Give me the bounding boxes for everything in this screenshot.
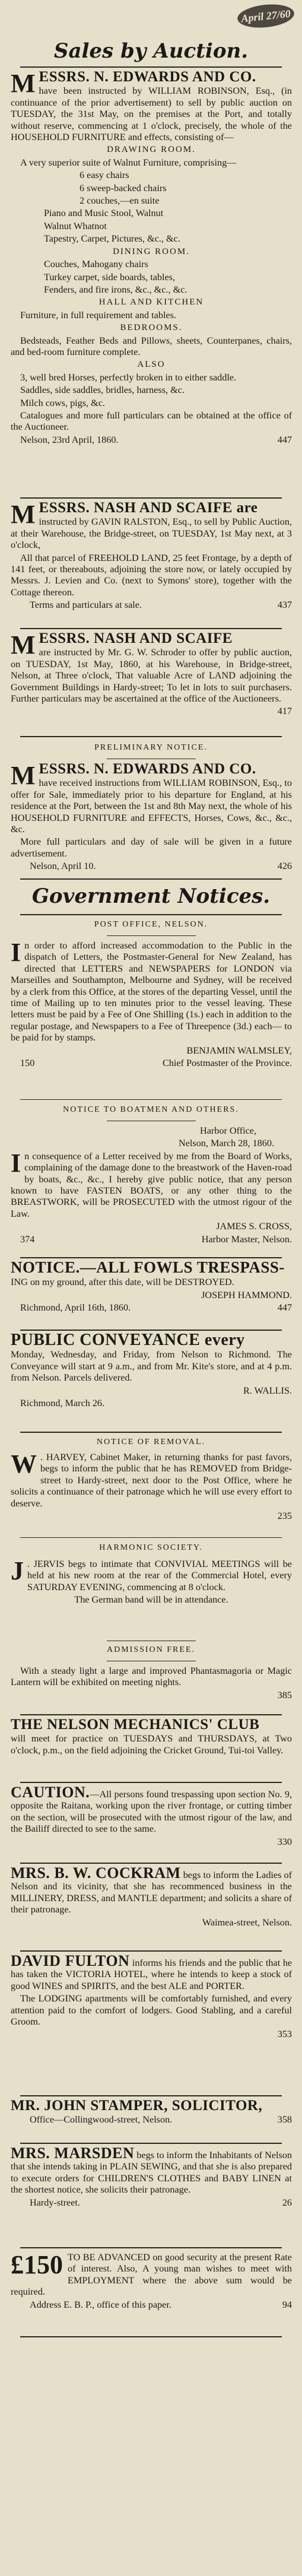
divider <box>20 878 282 880</box>
ad-body: TO BE ADVANCED on good security at the present Rate of interest. Also, A young man wishes to meet with EMPLOYMENT where the above sum would be required. <box>11 2252 292 2298</box>
ad-line: Fenders, and fire irons, &c., &c., &c. <box>44 284 187 295</box>
ad-date: Nelson, 23rd April, 1860. <box>20 434 119 445</box>
ad-section: DRAWING ROOM. <box>107 145 196 155</box>
ad-line: 2 couches,—en suite <box>80 195 160 207</box>
ad-number: 94 <box>282 2299 292 2310</box>
ad-body: will meet for practice on TUESDAYS and THURSDAYS, at Two o'clock, p.m., on the field adjoining the Cricket Ground, Tui-toi Valley. <box>11 1733 292 1756</box>
ad-number: 330 <box>277 1836 292 1847</box>
ad-edwards-preliminary <box>11 763 292 874</box>
ad-number: 417 <box>277 706 292 717</box>
divider <box>20 1714 282 1715</box>
preliminary-notice-heading: PRELIMINARY NOTICE. <box>94 743 208 752</box>
ad-line: Couches, Mahogany chairs <box>44 259 148 270</box>
notice-fowls <box>11 1258 292 1315</box>
ad-number: 426 <box>277 861 292 872</box>
ad-signature: Harbor Master, Nelson. <box>201 1233 292 1245</box>
ad-magic-lantern <box>11 1665 292 1702</box>
ad-body: have received instructions from WILLIAM ROBINSON, Esq., to offer for Sale, immediately prior to his departure for England, at his residence at the Port, between the 1st and 8th May next, the whole of his HOUSEHOLD FURNITURE and EFFECTS, Horses, Cows, &c., &c., &c. <box>11 778 292 835</box>
ad-line: Piano and Music Stool, Walnut <box>44 208 164 219</box>
ad-body: All that parcel of FREEHOLD LAND, 25 feet Frontage, by a depth of 141 feet, or thereabouts, adjoining the store now, or lately occupied by Messrs. J. Levien and Co. (next to Symons' store), together with the Cottage thereon. <box>11 552 292 598</box>
divider <box>20 2336 282 2337</box>
ad-public-conveyance <box>11 1331 292 1410</box>
ad-lead: MRS. MARSDEN <box>11 2144 135 2162</box>
ad-body: ING on my ground, after this date, will be DESTROYED. <box>11 1277 234 1288</box>
ad-date: Nelson, April 10. <box>30 861 96 872</box>
admission-heading: ADMISSION FREE. <box>106 1645 195 1654</box>
ad-marsden-sewing <box>11 2144 292 2210</box>
ad-number: 358 <box>277 2114 292 2125</box>
ad-number: 385 <box>277 1689 292 1701</box>
divider <box>20 497 282 499</box>
ad-body: have been instructed by WILLIAM ROBINSON, Esq., (in continuance of the prior advertisement) to sell by public auction on TUESDAY, the 31st May, on the premises at the Port, and totally without reserve, commencing at 1 o'clock, precisely, the whole of the HOUSEHOLD FURNITURE and effects, consisting of— <box>11 85 292 143</box>
ad-lead: MRS. B. W. COCKRAM <box>11 1864 181 1882</box>
divider <box>20 1537 282 1538</box>
ad-number: 235 <box>277 1511 292 1522</box>
notice-harbor-office <box>11 1125 292 1246</box>
ad-line: Harbor Office, <box>200 1125 256 1136</box>
post-office-heading: POST OFFICE, NELSON. <box>94 920 208 929</box>
removal-heading: NOTICE OF REMOVAL. <box>96 1438 206 1446</box>
ad-body: are instructed by Mr. G. W. Schroder to offer by public auction, on TUESDAY, 1st May, 1860, at his Warehouse, in Bridge-street, Nelson, at Three o'clock, That valuable Acre of LAND adjoining the Government Buildings in Hardy-street; To let in lots to suit purchasers. Further particulars may be ascertained at the office of the Auctioneers. <box>11 647 292 705</box>
divider <box>20 1950 282 1952</box>
ad-harvey-removal <box>11 1449 292 1523</box>
ad-body: More full particulars and day of sale will be given in a future advertisement. <box>11 836 292 859</box>
ad-lead: THE NELSON MECHANICS' CLUB <box>11 1717 260 1733</box>
drop-cap: I <box>11 938 21 967</box>
drop-cap: I <box>11 1148 21 1178</box>
ad-line: Saddles, side saddles, bridles, harness, &c. <box>20 385 185 396</box>
ad-lead: ESSRS. N. EDWARDS AND CO. <box>39 69 256 85</box>
divider <box>20 66 282 68</box>
ad-number: 353 <box>277 2029 292 2040</box>
ad-edwards-furniture <box>11 71 292 447</box>
notice-caution <box>11 1784 292 1849</box>
ad-date: Richmond, March 26. <box>20 1398 105 1409</box>
ad-nash-scaife-freehold <box>11 502 292 613</box>
boatmen-heading: NOTICE TO BOATMEN AND OTHERS. <box>63 1105 239 1114</box>
ad-lead: NOTICE.—ALL FOWLS TRESPASS- <box>11 1258 285 1276</box>
ad-line: Turkey carpet, side boards, tables, <box>44 271 176 283</box>
drop-cap: M <box>11 761 36 790</box>
ad-cockram-millinery <box>11 1864 293 1930</box>
ad-body: instructed by GAVIN RALSTON, Esq., to sell by Public Auction, at their Warehouse, the Bridge-street, on TUESDAY, 1st May next, at 3 o'clock, <box>11 516 292 551</box>
drop-cap: W <box>11 1449 37 1479</box>
ad-lead: DAVID FULTON <box>11 1952 130 1969</box>
ad-number: 447 <box>277 434 292 445</box>
government-header <box>0 884 302 908</box>
ad-line: Furniture, in full requirement and tables. <box>20 309 176 321</box>
ad-line: 6 easy chairs <box>80 170 129 181</box>
ad-address: Waimea-street, Nelson. <box>202 1917 292 1928</box>
divider <box>20 1782 282 1783</box>
ad-date: Nelson, March 28, 1860. <box>179 1138 274 1149</box>
ad-number: 26 <box>282 2197 292 2208</box>
ad-number: 374 <box>20 1233 35 1245</box>
divider <box>20 1432 282 1433</box>
ad-body: n order to afford increased accommodation to the Public in the dispatch of Letters, the Postmaster-General for New Zealand, has directed that LETTERS and NEWSPAPERS for LONDON via Marseilles and Southampton, Melbourne and Sydney, will be received by a clerk from this Office, at the stores of the departing Vessel, until the time of Mailing up to ten minutes prior to the vessel leaving. These letters must be paid by a Fee of One Shilling (1s.) each in addition to the regular postage, and Newspapers to a Fee of Threepence (3d.) each— to be paid for by stamps. <box>11 940 292 1043</box>
ad-fulton-victoria-hotel <box>11 1952 293 2042</box>
drop-cap: M <box>11 630 36 659</box>
ad-section: DINING ROOM. <box>113 246 190 256</box>
ad-signature: R. WALLIS. <box>243 1385 292 1396</box>
ad-line: A very superior suite of Walnut Furniture, comprising— <box>20 157 237 168</box>
ad-date: Richmond, April 16th, 1860. <box>20 1302 131 1314</box>
ad-lead: ESSRS. N. EDWARDS AND CO. <box>39 761 256 777</box>
ad-lead: ESSRS. NASH AND SCAIFE <box>39 630 233 646</box>
ad-line: Tapestry, Carpet, Pictures, &c., &c. <box>44 233 180 245</box>
notice-post-office <box>11 940 292 1070</box>
ad-signature: JAMES S. CROSS, <box>216 1221 292 1232</box>
divider <box>20 914 282 915</box>
ad-body: With a steady light a large and improved Phantasmagoria or Magic Lantern will be exhibited on meeting nights. <box>11 1665 292 1688</box>
divider <box>20 2247 282 2248</box>
ad-signature: BENJAMIN WALMSLEY, <box>186 1045 292 1056</box>
ad-body: The LODGING apartments will be comfortably furnished, and every attention paid to the comfort of lodgers. Good Stabling, and a careful Groom. <box>11 1993 292 2028</box>
ad-body: n consequence of a Letter received by me from the Board of Works, complaining of the damage done to the breastwork of the Haven-road by boats, &c., &c., I hereby give public notice, that any person known to have FASTEN BOATS, or any other thing to the BREASTWORK, will be PROSECUTED with the utmost rigour of the Law. <box>11 1150 292 1219</box>
ad-body: begs to inform the Inhabitants of Nelson that she intends taking in PLAIN SEWING, and that she is also prepared to execute orders for CHILDREN'S CLOTHES and BABY LINEN at the shortest notice, she solicits their patronage. <box>11 2150 292 2196</box>
ad-lead: ESSRS. NASH AND SCAIFE are <box>39 500 258 516</box>
ad-loan-150 <box>11 2252 292 2312</box>
sales-header <box>0 39 302 63</box>
ad-nash-scaife-land <box>11 630 292 719</box>
ad-lead: MR. JOHN STAMPER, SOLICITOR, <box>11 2098 263 2114</box>
drop-cap: J <box>11 1556 24 1585</box>
harmonic-heading: HARMONIC SOCIETY. <box>99 1543 203 1552</box>
divider <box>20 736 282 737</box>
ad-lead: PUBLIC CONVEYANCE every <box>11 1331 245 1349</box>
divider <box>107 935 196 936</box>
ad-line: 3, well bred Horses, perfectly broken in to either saddle. <box>20 372 237 383</box>
ad-body: . JERVIS begs to intimate that CONVIVIAL MEETINGS will be held at his new room at the rear of the Commercial Hotel, every SATURDAY EVENING, commencing at 8 o'clock. <box>27 1559 292 1592</box>
ad-lead: £150 <box>11 2250 63 2279</box>
divider <box>20 628 282 629</box>
ad-line: 6 sweep-backed chairs <box>80 182 167 193</box>
ad-body: Office—Collingwood-street, Nelson. <box>30 2114 173 2125</box>
ad-section: BEDROOMS. <box>120 323 183 333</box>
ad-body: Terms and particulars at sale. <box>30 599 142 611</box>
ad-number: 437 <box>277 599 292 611</box>
ad-jervis-meetings <box>11 1556 292 1607</box>
ad-signature: Chief Postmaster of the Province. <box>162 1058 292 1069</box>
ad-mechanics-club <box>11 1719 292 1757</box>
divider <box>20 1099 282 1100</box>
ad-body: The German band will be in attendance. <box>74 1594 228 1606</box>
ad-body: —All persons found trespassing upon section No. 9, opposite the Raitana, working upon the river frontage, or cutting timber on the section, will be prosecuted with the utmost rigour of the law, and the Bailiff directed to see to the same. <box>11 1789 292 1835</box>
ad-number: 447 <box>277 1302 292 1314</box>
ad-address: Hardy-street. <box>30 2197 80 2208</box>
divider <box>20 2143 282 2144</box>
ad-line: Catalogues and more full particulars can be obtained at the office of the Auctioneer. <box>11 410 292 433</box>
ad-line: Milch cows, pigs, &c. <box>20 397 105 408</box>
ad-line: Walnut Whatnot <box>44 220 107 231</box>
ad-stamper-solicitor <box>11 2100 292 2127</box>
ad-body: Monday, Wednesday, and Friday, from Nelson to Richmond. The Conveyance will start at 9 a.m., and from Mr. Kite's store, and at 4 p.m. from Nelson. Parcels delivered. <box>11 1349 292 1384</box>
ad-address: Address E. B. P., office of this paper. <box>30 2299 171 2310</box>
ad-signature: JOSEPH HAMMOND. <box>201 1289 292 1300</box>
ad-body: . HARVEY, Cabinet Maker, in returning thanks for past favors, begs to inform the public that he has REMOVED from Bridge-street to Hardy-street, next door to the Post Office, where he solicits a continuance of their patronage which he will use every effort to deserve. <box>11 1452 292 1509</box>
divider <box>20 1863 282 1864</box>
ad-lead: CAUTION. <box>11 1784 90 1801</box>
government-header-text: Government Notices. <box>31 884 271 908</box>
ad-section: HALL AND KITCHEN <box>98 297 204 307</box>
ad-section: ALSO <box>137 360 166 370</box>
ad-number: 150 <box>20 1058 35 1069</box>
divider <box>20 2095 282 2096</box>
ad-body: informs his friends and the public that he has taken the VICTORIA HOTEL, where he intends to keep a stock of good WINES and SPIRITS, and the best ALE and PORTER. <box>11 1958 293 1991</box>
drop-cap: M <box>11 69 36 98</box>
sales-header-text: Sales by Auction. <box>53 39 249 63</box>
date-stamp: April 27/60 <box>236 2 295 30</box>
ad-body: begs to inform the Ladies of Nelson and its vicinity, that she has recommenced business in the MILLINERY, DRESS, and MANTLE department; and solicits a share of their patronage. <box>11 1870 293 1915</box>
ad-line: Bedsteads, Feather Beds and Pillows, sheets, Counterpanes, chairs, and bed-room furniture complete. <box>11 335 292 357</box>
drop-cap: M <box>11 500 36 529</box>
